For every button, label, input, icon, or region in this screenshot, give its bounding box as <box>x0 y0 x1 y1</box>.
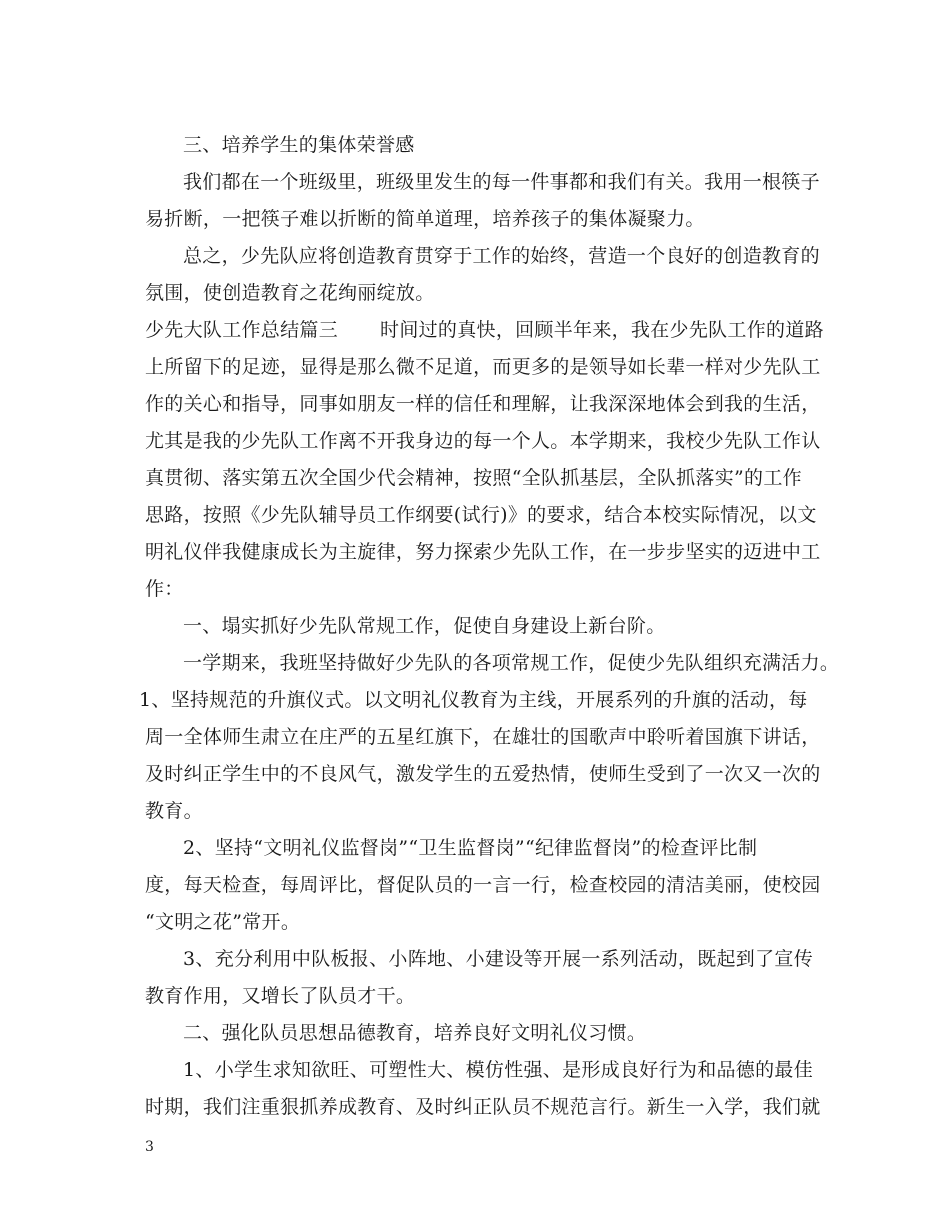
section-heading-moral-education: 二、强化队员思想品德教育，培养良好文明礼仪习惯。 <box>183 1022 647 1044</box>
section-title: 少先大队工作总结篇三 <box>145 319 339 341</box>
paragraph-line: 1、坚持规范的升旗仪式。以文明礼仪教育为主线，开展系列的升旗的活动，每 <box>139 689 808 711</box>
paragraph-line: 2、坚持“文明礼仪监督岗”“卫生监督岗”“纪律监督岗”的检查评比制 <box>183 837 758 859</box>
paragraph-line: 尤其是我的少先队工作离不开我身边的每一个人。本学期来，我校少先队工作认 <box>145 430 821 452</box>
paragraph-line: 1、小学生求知欲旺、可塑性大、模仿性强、是形成良好行为和品德的最佳 <box>183 1059 813 1081</box>
paragraph-line: 上所留下的足迹，显得是那么微不足道，而更多的是领导如长辈一样对少先队工 <box>145 356 821 378</box>
section-heading-routine-work: 一、塌实抓好少先队常规工作，促使自身建设上新台阶。 <box>183 615 666 637</box>
paragraph-line: 作： <box>145 578 184 600</box>
section-heading-collective-honor: 三、培养学生的集体荣誉感 <box>183 134 415 156</box>
paragraph-line: 易折断，一把筷子难以折断的简单道理，培养孩子的集体凝聚力。 <box>145 208 705 230</box>
paragraph-line: 3、充分利用中队板报、小阵地、小建设等开展一系列活动，既起到了宣传 <box>183 948 813 970</box>
paragraph-line: “文明之花”常开。 <box>145 911 301 933</box>
paragraph-line: 一学期来，我班坚持做好少先队的各项常规工作，促使少先队组织充满活力。 <box>183 652 840 674</box>
paragraph-line: 时间过的真快，回顾半年来，我在少先队工作的道路 <box>380 319 824 341</box>
paragraph-line: 周一全体师生肃立在庄严的五星红旗下，在雄壮的国歌声中聆听着国旗下讲话， <box>145 726 821 748</box>
paragraph-line: 明礼仪伴我健康成长为主旋律，努力探索少先队工作，在一步步坚实的迈进中工 <box>145 541 821 563</box>
paragraph-line: 氛围，使创造教育之花绚丽绽放。 <box>145 282 435 304</box>
paragraph-line: 作的关心和指导，同事如朋友一样的信任和理解，让我深深地体会到我的生活， <box>145 393 821 415</box>
section-title-line <box>145 318 825 342</box>
paragraph-line: 真贯彻、落实第五次全国少代会精神，按照“全队抓基层，全队抓落实”的工作 <box>145 467 802 489</box>
paragraph-line: 我们都在一个班级里，班级里发生的每一件事都和我们有关。我用一根筷子 <box>183 171 820 193</box>
paragraph-line: 时期，我们注重狠抓养成教育、及时纠正队员不规范言行。新生一入学，我们就 <box>145 1096 821 1118</box>
paragraph-line: 及时纠正学生中的不良风气，激发学生的五爱热情，使师生受到了一次又一次的 <box>145 763 821 785</box>
paragraph-line: 度，每天检查，每周评比，督促队员的一言一行，检查校园的清洁美丽，使校园 <box>145 874 821 896</box>
paragraph-line: 总之，少先队应将创造教育贯穿于工作的始终，营造一个良好的创造教育的 <box>183 245 820 267</box>
page-number: 3 <box>145 1139 154 1155</box>
paragraph-line: 教育作用，又增长了队员才干。 <box>145 985 416 1007</box>
paragraph-line: 教育。 <box>145 800 203 822</box>
paragraph-line: 思路，按照《少先队辅导员工作纲要(试行)》的要求，结合本校实际情况，以文 <box>145 504 817 526</box>
